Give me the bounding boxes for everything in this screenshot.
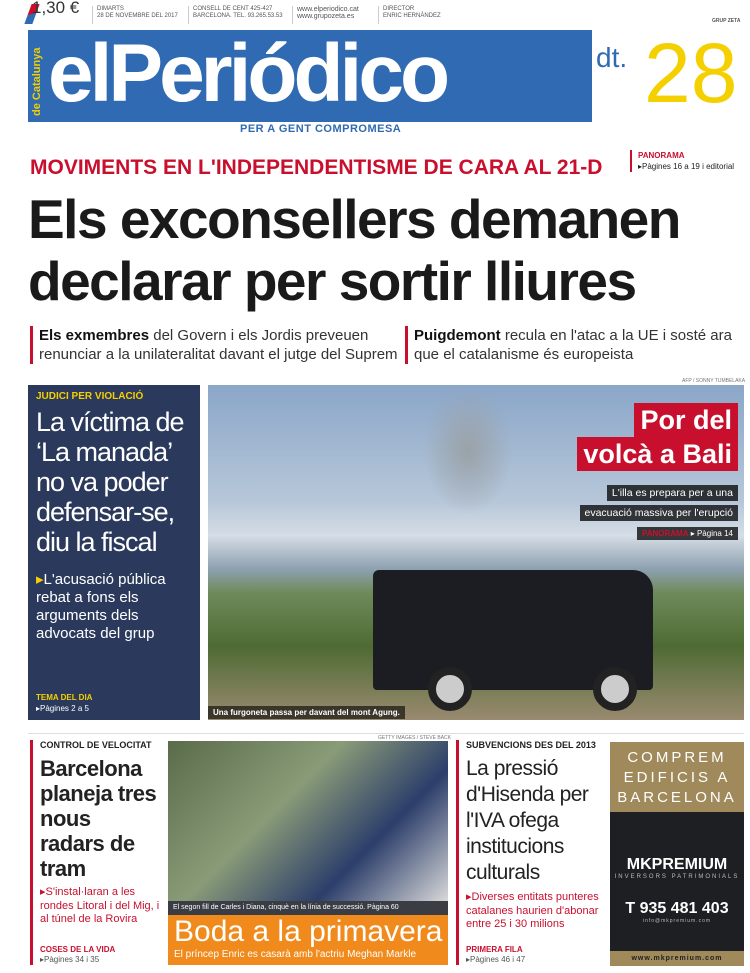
- address-block: CONSELL DE CENT 425-427 BARCELONA. TEL. 93.265.53.53: [188, 6, 283, 24]
- lead-subhead-1: Els exmembres del Govern i els Jordis preveuen renunciar a la unilateralitat davant el jutge del Suprem: [30, 326, 400, 364]
- story-section-ref: COSES DE LA VIDA ▸Pàgines 34 i 35: [40, 945, 116, 964]
- tagline: PER A GENT COMPROMESA: [240, 123, 402, 135]
- story-title: La pressió d'Hisenda per l'IVA ofega institucions culturals: [466, 757, 589, 884]
- story-kicker: JUDICI PER VIOLACIÓ: [36, 391, 144, 402]
- story-summary: ▸L'acusació pública rebat a fons els arguments dels advocats del grup: [36, 571, 166, 642]
- newspaper-logo: elPeriódico: [48, 28, 447, 119]
- bottom-right-story[interactable]: [456, 740, 606, 965]
- photo-sub-2: evacuació massiva per l'erupció: [580, 505, 739, 521]
- lead-kicker: MOVIMENTS EN L'INDEPENDENTISME DE CARA AL 21-D: [30, 156, 603, 179]
- photo-title-1: Por del: [634, 403, 738, 437]
- photo-sub-1: L'illa es prepara per a una: [607, 485, 738, 501]
- lead-headline[interactable]: Els exconsellers demanen declarar per sortir lliures: [28, 188, 680, 312]
- photo-section-ref[interactable]: PANORAMA ▸ Pàgina 14: [637, 527, 738, 540]
- weekday: dt.: [596, 42, 628, 73]
- ad-phone: T 935 481 403: [625, 900, 729, 917]
- group-logo: GRUP ZETA: [712, 18, 741, 24]
- day-number: 28: [644, 26, 738, 120]
- wheel: [428, 667, 472, 711]
- date-block: DIMARTS 28 DE NOVEMBRE DEL 2017: [92, 6, 178, 24]
- volcano-photo[interactable]: [208, 385, 744, 720]
- wheel: [593, 667, 637, 711]
- bottom-center-story[interactable]: [168, 915, 448, 965]
- story-kicker: CONTROL DE VELOCITAT: [40, 740, 152, 750]
- photo-title-2: volcà a Bali: [577, 437, 738, 471]
- story-summary: El príncep Enric es casarà amb l'actriu Meghan Markle: [174, 949, 417, 960]
- divider: [28, 733, 744, 734]
- story-section-ref: PRIMERA FILA ▸Pàgines 46 i 47: [466, 945, 526, 964]
- photo-credit: AFP / SONNY TUMBELAKA: [682, 378, 746, 384]
- story-title: La víctima de ‘La manada’ no va poder defensar-se, diu la fiscal: [36, 407, 184, 557]
- story-title: Barcelona planeja tres nous radars de tram: [40, 756, 157, 881]
- advertisement[interactable]: [610, 742, 744, 966]
- photo-caption: El segon fill de Carles i Diana, cinquè en la línia de successió. Pàgina 60: [168, 901, 448, 915]
- ad-headline: COMPREM EDIFICIS A BARCELONA: [610, 742, 744, 812]
- story-title: Boda a la primavera: [174, 915, 443, 948]
- top-info-strip: [0, 0, 750, 28]
- left-story[interactable]: [28, 385, 200, 720]
- photo-caption: Una furgoneta passa per davant del mont Agung.: [208, 706, 405, 719]
- web-links[interactable]: www.elperiodico.cat www.grupozeta.es: [292, 6, 359, 24]
- royal-couple-photo[interactable]: [168, 741, 448, 901]
- lead-section-ref[interactable]: PANORAMA ▸Pàgines 16 a 19 i editorial: [630, 150, 734, 172]
- ash-cloud: [423, 385, 513, 515]
- story-summary: ▸S'instal·laran a les rondes Litoral i del Mig, i al túnel de la Rovira: [40, 886, 160, 925]
- ad-subtitle: INVERSORS PATRIMONIALS: [614, 874, 740, 880]
- photo-credit: GETTY IMAGES / STEVE BACK: [378, 735, 451, 741]
- story-summary: ▸Diverses entitats punteres catalanes haurien d'abonar entre 25 i 30 milions: [466, 891, 599, 930]
- masthead: [28, 30, 592, 122]
- bottom-left-story[interactable]: [30, 740, 160, 965]
- ad-brand: MKPREMIUM: [626, 856, 728, 873]
- story-kicker: SUBVENCIONS DES DEL 2013: [466, 740, 596, 750]
- price: 1,30 €: [32, 0, 80, 17]
- story-section-ref: TEMA DEL DIA ▸Pàgines 2 a 5: [36, 693, 93, 713]
- lead-subhead-2: Puigdemont recula en l'atac a la UE i sosté ara que el catalanisme és europeista: [405, 326, 735, 364]
- logo-subtitle: de Catalunya: [31, 47, 43, 116]
- ad-email: info@mkpremium.com: [642, 918, 712, 924]
- ad-website: www.mkpremium.com: [610, 951, 744, 966]
- director-block: DIRECTOR ENRIC HERNÀNDEZ: [378, 6, 441, 24]
